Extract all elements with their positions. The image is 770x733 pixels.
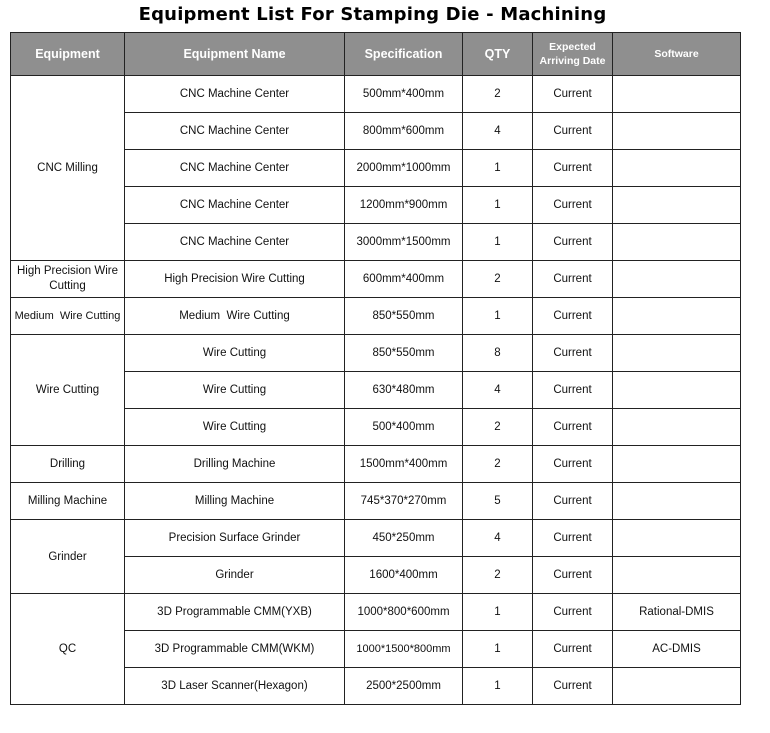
specification-cell: 2000mm*1000mm: [345, 150, 463, 187]
arrival-date-cell: Current: [533, 372, 613, 409]
software-cell: [613, 668, 741, 705]
qty-cell: 2: [463, 446, 533, 483]
equipment-name-cell: Precision Surface Grinder: [125, 520, 345, 557]
equipment-name-cell: Wire Cutting: [125, 409, 345, 446]
software-cell: [613, 372, 741, 409]
arrival-date-cell: Current: [533, 261, 613, 298]
qty-cell: 2: [463, 557, 533, 594]
software-cell: [613, 150, 741, 187]
specification-cell: 600mm*400mm: [345, 261, 463, 298]
group-cell: Grinder: [11, 520, 125, 594]
table-row: [11, 76, 741, 113]
group-cell: CNC Milling: [11, 76, 125, 261]
specification-cell: 450*250mm: [345, 520, 463, 557]
table-header-row: [11, 33, 741, 76]
header-equipment-name: Equipment Name: [125, 33, 345, 76]
table-row: [11, 335, 741, 372]
arrival-date-cell: Current: [533, 557, 613, 594]
group-cell: QC: [11, 594, 125, 705]
equipment-name-cell: CNC Machine Center: [125, 76, 345, 113]
table-row: [11, 520, 741, 557]
table-row: [11, 483, 741, 520]
arrival-date-cell: Current: [533, 668, 613, 705]
specification-cell: 500mm*400mm: [345, 76, 463, 113]
table-row: [11, 298, 741, 335]
software-cell: [613, 483, 741, 520]
software-cell: [613, 76, 741, 113]
equipment-name-cell: Drilling Machine: [125, 446, 345, 483]
specification-cell: 1000*1500*800mm: [345, 631, 463, 668]
specification-cell: 745*370*270mm: [345, 483, 463, 520]
group-cell: Milling Machine: [11, 483, 125, 520]
software-cell: [613, 113, 741, 150]
qty-cell: 2: [463, 261, 533, 298]
qty-cell: 1: [463, 594, 533, 631]
equipment-name-cell: 3D Programmable CMM(WKM): [125, 631, 345, 668]
equipment-name-cell: Wire Cutting: [125, 372, 345, 409]
software-cell: [613, 520, 741, 557]
header-specification: Specification: [345, 33, 463, 76]
equipment-name-cell: CNC Machine Center: [125, 150, 345, 187]
qty-cell: 2: [463, 409, 533, 446]
equipment-table: [10, 32, 741, 705]
arrival-date-cell: Current: [533, 298, 613, 335]
qty-cell: 2: [463, 76, 533, 113]
arrival-date-cell: Current: [533, 335, 613, 372]
software-cell: AC-DMIS: [613, 631, 741, 668]
software-cell: [613, 298, 741, 335]
page-title: Equipment List For Stamping Die - Machining: [138, 4, 607, 25]
table-row: [11, 446, 741, 483]
specification-cell: 850*550mm: [345, 335, 463, 372]
qty-cell: 1: [463, 668, 533, 705]
equipment-name-cell: 3D Programmable CMM(YXB): [125, 594, 345, 631]
qty-cell: 4: [463, 520, 533, 557]
arrival-date-cell: Current: [533, 76, 613, 113]
equipment-name-cell: CNC Machine Center: [125, 224, 345, 261]
software-cell: [613, 224, 741, 261]
software-cell: [613, 187, 741, 224]
specification-cell: 1000*800*600mm: [345, 594, 463, 631]
qty-cell: 4: [463, 372, 533, 409]
arrival-date-cell: Current: [533, 520, 613, 557]
software-cell: [613, 335, 741, 372]
specification-cell: 2500*2500mm: [345, 668, 463, 705]
qty-cell: 1: [463, 631, 533, 668]
specification-cell: 800mm*600mm: [345, 113, 463, 150]
software-cell: [613, 557, 741, 594]
arrival-date-cell: Current: [533, 483, 613, 520]
specification-cell: 1600*400mm: [345, 557, 463, 594]
software-cell: [613, 446, 741, 483]
group-cell: Drilling: [11, 446, 125, 483]
group-cell: Medium Wire Cutting: [11, 298, 125, 335]
software-cell: [613, 409, 741, 446]
group-cell: High Precision Wire Cutting: [11, 261, 125, 298]
software-cell: [613, 261, 741, 298]
qty-cell: 5: [463, 483, 533, 520]
arrival-date-cell: Current: [533, 631, 613, 668]
specification-cell: 850*550mm: [345, 298, 463, 335]
specification-cell: 1200mm*900mm: [345, 187, 463, 224]
header-equipment: Equipment: [11, 33, 125, 76]
qty-cell: 4: [463, 113, 533, 150]
arrival-date-cell: Current: [533, 113, 613, 150]
equipment-name-cell: Milling Machine: [125, 483, 345, 520]
specification-cell: 1500mm*400mm: [345, 446, 463, 483]
equipment-name-cell: CNC Machine Center: [125, 113, 345, 150]
arrival-date-cell: Current: [533, 187, 613, 224]
header-qty: QTY: [463, 33, 533, 76]
software-cell: Rational-DMIS: [613, 594, 741, 631]
qty-cell: 1: [463, 224, 533, 261]
header-expected-arriving-date: Expected Arriving Date: [533, 33, 613, 76]
specification-cell: 500*400mm: [345, 409, 463, 446]
table-row: [11, 594, 741, 631]
qty-cell: 1: [463, 298, 533, 335]
qty-cell: 1: [463, 187, 533, 224]
qty-cell: 1: [463, 150, 533, 187]
arrival-date-cell: Current: [533, 150, 613, 187]
header-software: Software: [613, 33, 741, 76]
qty-cell: 8: [463, 335, 533, 372]
equipment-name-cell: Medium Wire Cutting: [125, 298, 345, 335]
equipment-name-cell: CNC Machine Center: [125, 187, 345, 224]
arrival-date-cell: Current: [533, 446, 613, 483]
table-row: [11, 261, 741, 298]
group-cell: Wire Cutting: [11, 335, 125, 446]
arrival-date-cell: Current: [533, 224, 613, 261]
arrival-date-cell: Current: [533, 409, 613, 446]
equipment-name-cell: Wire Cutting: [125, 335, 345, 372]
equipment-name-cell: 3D Laser Scanner(Hexagon): [125, 668, 345, 705]
equipment-name-cell: Grinder: [125, 557, 345, 594]
arrival-date-cell: Current: [533, 594, 613, 631]
equipment-name-cell: High Precision Wire Cutting: [125, 261, 345, 298]
specification-cell: 3000mm*1500mm: [345, 224, 463, 261]
specification-cell: 630*480mm: [345, 372, 463, 409]
